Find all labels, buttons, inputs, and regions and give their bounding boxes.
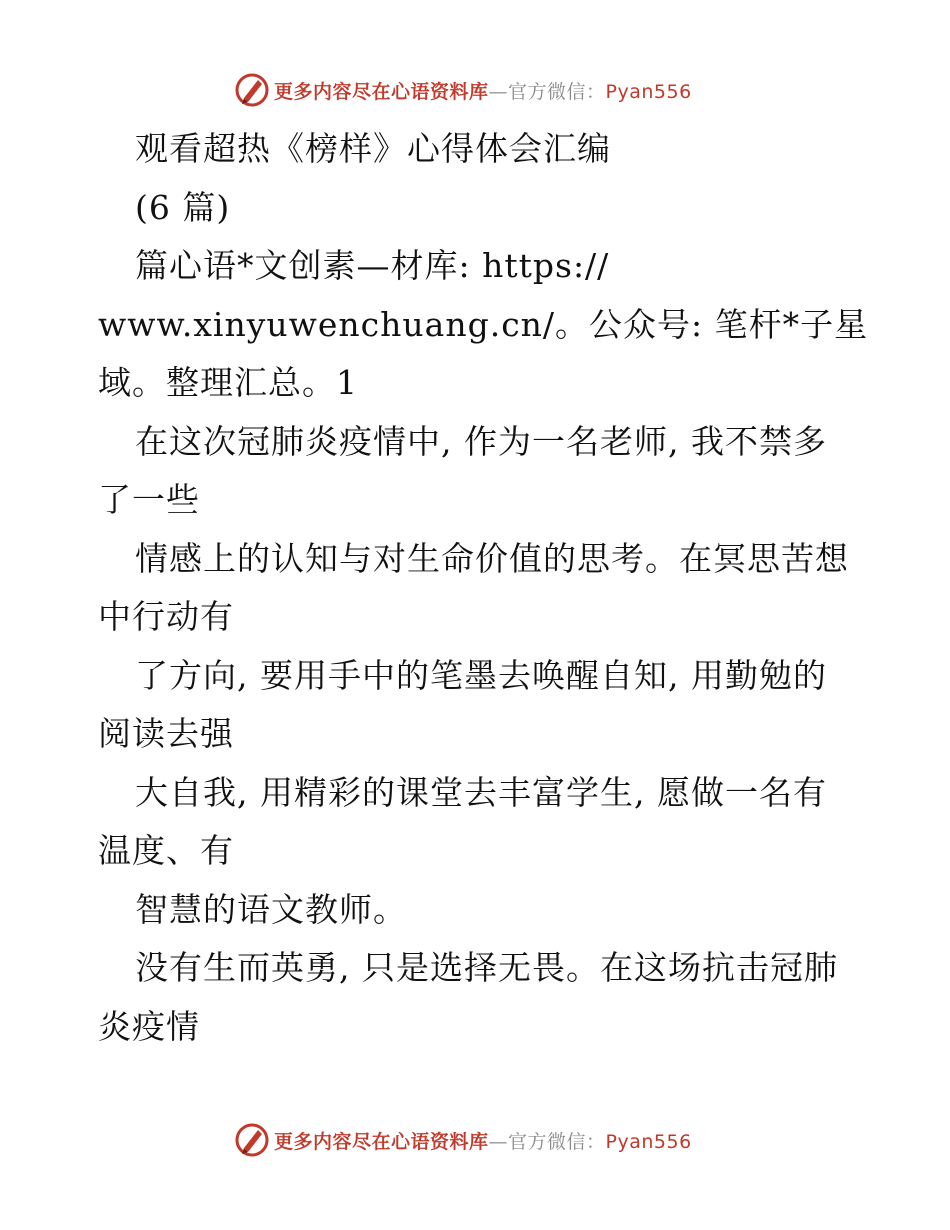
banner-label: 官方微信：	[508, 80, 606, 103]
banner-dash: —	[488, 1130, 509, 1153]
text-line: 大自我, 用精彩的课堂去丰富学生, 愿做一名有	[135, 772, 827, 812]
text-line: www.xinyuwenchuang.cn/。公众号: 笔杆*子星	[98, 304, 869, 344]
text-line: 域。整理汇总。1	[98, 363, 358, 402]
banner-main-text: 更多内容尽在心语资料库	[274, 1130, 489, 1153]
text-line: 智慧的语文教师。	[135, 889, 407, 929]
text-line: 没有生而英勇, 只是选择无畏。在这场抗击冠肺	[135, 948, 838, 987]
banner-dash: —	[488, 80, 509, 103]
text-line: 情感上的认知与对生命价值的思考。在冥思苦想	[135, 538, 849, 578]
text-line: 篇心语*文创素—材库: https://	[135, 246, 610, 285]
document-subtitle: (6 篇)	[135, 187, 231, 227]
text-line: 温度、有	[98, 831, 234, 870]
text-line: 中行动有	[98, 597, 234, 636]
banner-wechat-id: Pyan556	[605, 80, 692, 103]
text-line: 了方向, 要用手中的笔墨去唤醒自知, 用勤勉的	[135, 655, 827, 695]
banner-wechat-id: Pyan556	[605, 1130, 692, 1153]
document-title: 观看超热《榜样》心得体会汇编	[135, 129, 611, 168]
text-line: 阅读去强	[98, 714, 234, 753]
banner-label: 官方微信：	[508, 1130, 606, 1153]
pen-logo-icon	[234, 72, 270, 108]
header-banner	[234, 70, 754, 110]
text-line: 在这次冠肺炎疫情中, 作为一名老师, 我不禁多	[135, 421, 827, 461]
banner-main-text: 更多内容尽在心语资料库	[274, 80, 489, 103]
pen-logo-icon	[234, 1122, 270, 1158]
document-body	[98, 120, 869, 1056]
footer-banner	[234, 1120, 754, 1160]
text-line: 了一些	[98, 480, 200, 519]
text-line: 炎疫情	[98, 1006, 200, 1046]
